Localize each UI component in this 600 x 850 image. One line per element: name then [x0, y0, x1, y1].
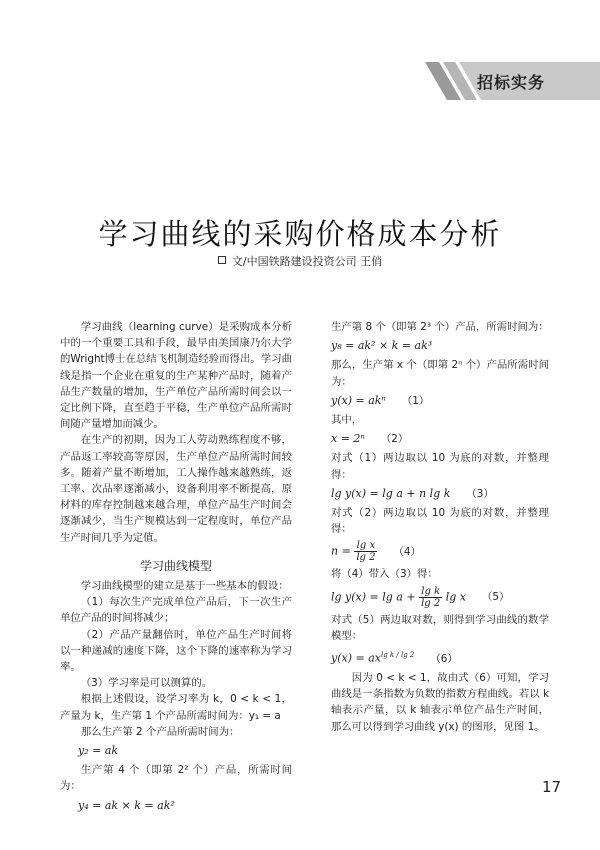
- paragraph: （1）每次生产完成单位产品后，下一次生产单位产品的时间将减少；: [60, 596, 292, 625]
- eq5-rhs: lg x: [445, 590, 467, 604]
- equation-5: [331, 586, 549, 609]
- paragraph: 对式（2）两边取以 10 为底的对数，并整理得：: [331, 507, 549, 536]
- paragraph: 那么生产第 2 个产品所需时间为：: [80, 725, 240, 738]
- equation-6: [331, 647, 549, 667]
- paragraph: 学习曲线模型的建立是基于一些基本的假设：: [80, 580, 289, 593]
- eq5-numerator: lg k: [419, 586, 442, 598]
- paragraph: 学习曲线（learning curve）是采购成本分析中的一个重要工具和手段，最早由美国康乃尔大学的Wright博士在总结飞机制造经验而得出。学习曲线是指一个企业在重复的生产某种产品时，随着产品生产数量的增加，生产单位产品所需时间会以一定比例下降，直至趋于平稳，生产单位产品所需时间随产量增加而减少。: [60, 321, 292, 431]
- eq4-lhs: n =: [331, 544, 351, 558]
- section-heading: 学习曲线模型: [139, 558, 212, 573]
- paragraph: 在生产的初期，因为工人劳动熟练程度不够，产品返工率较高等原因，生产单位产品所需时间较多。随着产量不断增加，工人操作越来越熟练，返工率、次品率逐渐减小，设备利用率不断提高，原材料的库存控制越来越合理，单位产品生产时间会逐渐减少，当生产规模达到一定程度时，单位产品生产时间几乎为定值。: [60, 434, 292, 544]
- equation-3: [331, 486, 549, 502]
- paragraph: 其中，: [331, 414, 363, 427]
- right-column: [331, 319, 549, 735]
- eq6-number: （6）: [430, 652, 458, 665]
- paragraph: 对式（5）两边取对数，则得到学习曲线的数学模型：: [331, 613, 549, 642]
- eq5-denominator: lg 2: [421, 597, 441, 609]
- paragraph: （2）产品产量翻倍时，单位产品生产时间将以一种递减的速度下降，这个下降的速率称为学习率。: [60, 628, 292, 674]
- paragraph: （3）学习率是可以测算的。: [80, 677, 213, 690]
- paragraph: 对式（1）两边取以 10 为底的对数，并整理得：: [331, 452, 549, 481]
- eq2-expr: x = 2ⁿ: [331, 432, 365, 446]
- eq4-number: （4）: [393, 545, 421, 558]
- left-column: [60, 319, 292, 817]
- eq2-number: （2）: [380, 433, 409, 446]
- eq3-number: （3）: [466, 487, 494, 500]
- eq4-numerator: lg x: [354, 540, 377, 552]
- eq4-fraction: [354, 540, 377, 563]
- eq6-expr: y(x) = ax: [331, 651, 381, 665]
- eq4-denominator: lg 2: [356, 552, 376, 564]
- paragraph: 因为 0 < k < 1，故由式（6）可知，学习曲线是一条指数为负数的指数方程曲线。若以 k 轴表示产量，以 k 轴表示单位产品生产时间，那么可以得到学习曲线 y(x) 的图形，见图 1。: [331, 671, 549, 733]
- byline: [0, 253, 600, 269]
- eq1-expr: y(x) = akⁿ: [331, 393, 386, 407]
- article-title: 学习曲线的采购价格成本分析: [98, 217, 502, 251]
- eq6-exponent: lg k / lg 2: [380, 651, 415, 660]
- eq5-number: （5）: [482, 591, 510, 604]
- equation-4: [331, 540, 549, 563]
- paragraph: 将（4）带入（3）得：: [331, 568, 438, 581]
- page-number: 17: [542, 778, 562, 796]
- eq5-lhs: lg y(x) = lg a +: [331, 590, 416, 604]
- square-bullet-icon: [218, 256, 226, 264]
- equation-y8: y₈ = ak² × k = ak³: [331, 339, 433, 353]
- paragraph: 那么，生产第 x 个（即第 2ⁿ 个）产品所需时间为：: [331, 359, 549, 388]
- equation-y2: y₂ = ak: [78, 744, 119, 758]
- equation-y4: y₄ = ak × k = ak²: [78, 798, 175, 812]
- paragraph: 生产第 8 个（即第 2³ 个）产品，所需时间为：: [331, 321, 549, 333]
- paragraph: 根据上述假设，设学习率为 k，0 < k < 1，产量为 k，生产第 1 个产品所需时间为：y₁ = a: [60, 693, 292, 722]
- paragraph: 生产第 4 个（即第 2² 个）产品，所需时间为：: [60, 764, 292, 793]
- equation-1: [331, 393, 549, 409]
- eq3-expr: lg y(x) = lg a + n lg k: [331, 486, 451, 500]
- equation-2: [331, 431, 549, 447]
- section-label: 招标实务: [477, 73, 546, 92]
- byline-text: 文/中国铁路建设投资公司 王俏: [231, 255, 383, 268]
- eq5-fraction: [419, 586, 442, 609]
- eq1-number: （1）: [401, 394, 430, 407]
- section-banner: [425, 62, 600, 100]
